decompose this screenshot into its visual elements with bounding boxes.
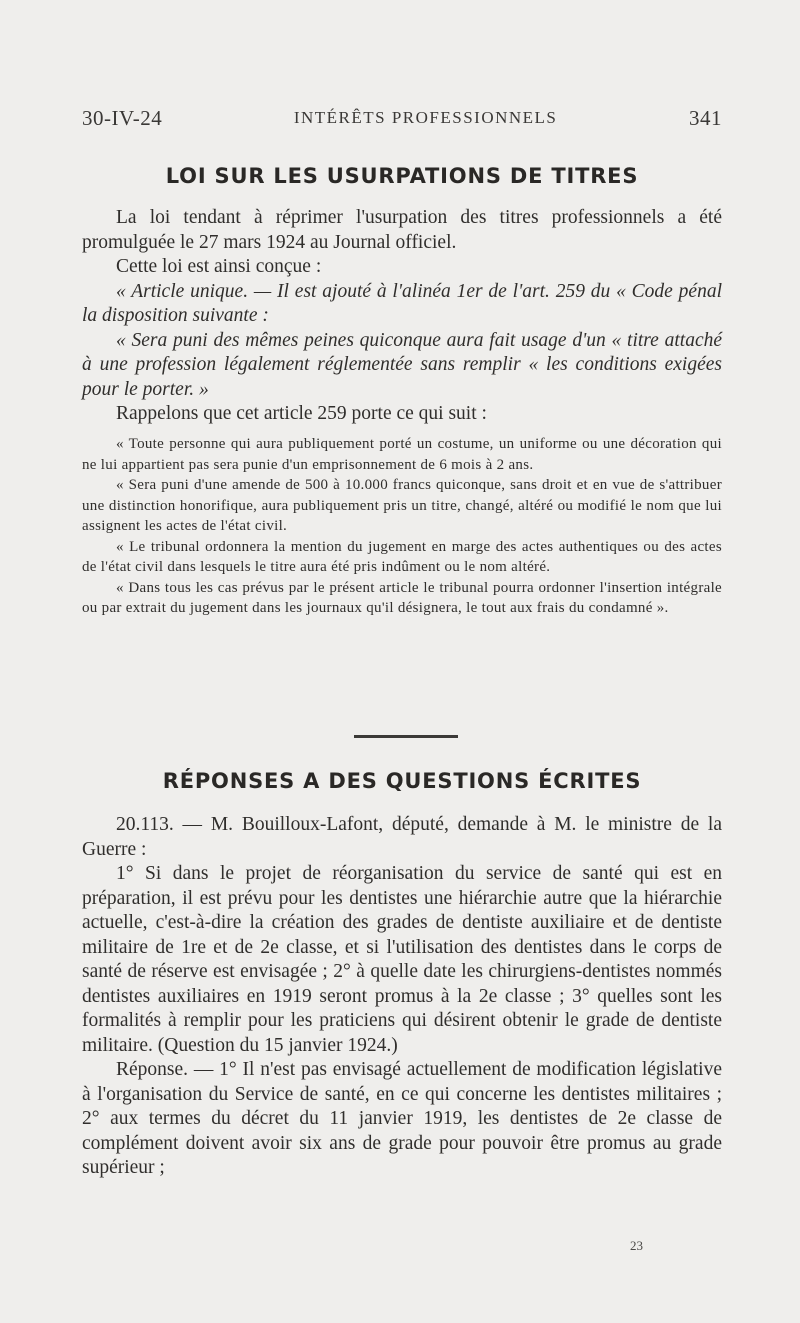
conception-paragraph: Cette loi est ainsi conçue : xyxy=(116,256,322,277)
quote-paragraph: « Dans tous les cas prévus par le présent article le tribunal pourra ordonner l'insertion intégrale ou par extrait du jugement dans les journaux qu'il désignera, le tout aux frais du condamné ». xyxy=(82,579,722,616)
section-divider xyxy=(354,735,458,738)
question-body-paragraph: 1° Si dans le projet de réorganisation du service de santé qui est en préparation, il est prévu pour les dentistes une hiérarchie autre que la hiérarchie actuelle, c'est-à-dire la création des grades de dentiste auxiliaire et de dentiste militaire de 1re et de 2e classe, et si l'utilisation des dentistes dans le corps de santé de réserve est envisagée ; 2° à quelle date les chirurgiens-dentistes nommés dentistes auxiliaires en 1919 seront promus à la 2e classe ; 3° quelles sont les formalités à remplir pour les praticiens qui désirent obtenir le grade de dentiste militaire. (Question du 15 janvier 1924.) xyxy=(82,863,722,1056)
section-title-usurpations: LOI SUR LES USURPATIONS DE TITRES xyxy=(165,164,639,188)
penalty-paragraph: « Sera puni des mêmes peines quiconque aura fait usage d'un « titre attaché à une profession légalement réglementée sans remplir « les conditions exigées pour le porter. » xyxy=(82,329,722,400)
running-title: INTÉRÊTS PROFESSIONNELS xyxy=(293,108,558,127)
signature-mark: 23 xyxy=(630,1238,643,1253)
quote-paragraph: « Le tribunal ordonnera la mention du jugement en marge des actes authentiques ou des actes de l'état civil dans lesquels le titre aura été pris indûment ou le nom altéré. xyxy=(82,538,722,575)
page-number: 341 xyxy=(689,105,722,130)
question-intro-paragraph: 20.113. — M. Bouilloux-Lafont, député, demande à M. le ministre de la Guerre : xyxy=(82,814,722,860)
quote-paragraph: « Sera puni d'une amende de 500 à 10.000 francs quiconque, sans droit et en vue de s'attribuer une distinction honorifique, aura publiquement pris un titre, changé, altéré ou modifié le nom que lui assignent les actes de l'état civil. xyxy=(82,477,722,534)
section-title-questions: RÉPONSES A DES QUESTIONS ÉCRITES xyxy=(162,769,642,793)
questions-block xyxy=(82,813,722,1181)
quote-paragraph: « Toute personne qui aura publiquement porté un costume, un uniforme ou une décoration qui ne lui appartient pas sera punie d'un emprisonnement de 6 mois à 2 ans. xyxy=(82,436,722,473)
article-unique-paragraph: « Article unique. — Il est ajouté à l'alinéa 1er de l'art. 259 du « Code pénal la disposition suivante : xyxy=(82,280,722,326)
law-text-block xyxy=(82,206,722,427)
issue-date: 30-IV-24 xyxy=(82,105,163,130)
answer-paragraph: Réponse. — 1° Il n'est pas envisagé actuellement de modification législative à l'organisation du Service de santé, en ce qui concerne les dentistes militaires ; 2° aux termes du décret du 11 janvier 1919, les dentistes de 2e classe de complément doivent avoir six ans de grade pour pouvoir être promus au grade supérieur ; xyxy=(82,1059,722,1178)
reminder-paragraph: Rappelons que cet article 259 porte ce qui suit : xyxy=(116,403,487,424)
page-header xyxy=(82,100,722,136)
article-259-quote xyxy=(82,434,722,619)
intro-paragraph: La loi tendant à réprimer l'usurpation des titres professionnels a été promulguée le 27 mars 1924 au Journal officiel. xyxy=(82,207,722,253)
